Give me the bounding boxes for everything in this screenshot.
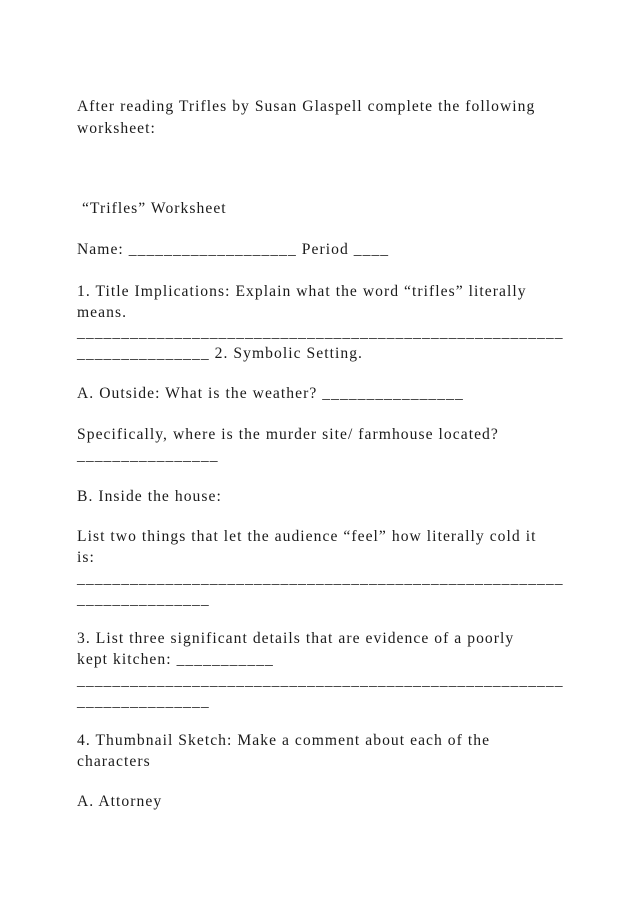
- name-period-line: Name: ___________________ Period ____: [77, 241, 390, 258]
- question-2b-heading: B. Inside the house:: [77, 488, 222, 505]
- question-3-line-2: kept kitchen: ___________: [77, 651, 274, 668]
- intro-line-2: worksheet:: [77, 120, 156, 137]
- question-3-line-1: 3. List three significant details that are evidence of a poorly: [77, 630, 515, 647]
- question-4a-attorney: A. Attorney: [77, 793, 163, 810]
- question-2a-weather: A. Outside: What is the weather? ________________: [77, 385, 464, 402]
- answer-blank-line: _______________: [77, 693, 210, 710]
- question-1-line-1: 1. Title Implications: Explain what the word “trifles” literally: [77, 283, 527, 300]
- question-2b-list-line-1: List two things that let the audience “feel” how literally cold it: [77, 528, 537, 545]
- answer-blank-line: _______________: [77, 591, 210, 608]
- question-2b-list-line-2: is:: [77, 549, 95, 566]
- answer-blank-line: ________________: [77, 447, 219, 464]
- intro-line-1: After reading Trifles by Susan Glaspell complete the following: [77, 98, 536, 115]
- answer-blank-line: _______________________________________________________: [77, 672, 564, 689]
- worksheet-title: “Trifles” Worksheet: [77, 200, 227, 217]
- question-4-line-1: 4. Thumbnail Sketch: Make a comment about each of the: [77, 732, 491, 749]
- question-1-line-2: means.: [77, 304, 128, 321]
- answer-blank-line: _______________________________________________________: [77, 324, 564, 341]
- answer-blank-line: _______________________________________________________: [77, 570, 564, 587]
- question-2a-location-line-1: Specifically, where is the murder site/ farmhouse located?: [77, 426, 499, 443]
- question-2-heading: _______________ 2. Symbolic Setting.: [77, 345, 364, 362]
- question-4-line-2: characters: [77, 753, 151, 770]
